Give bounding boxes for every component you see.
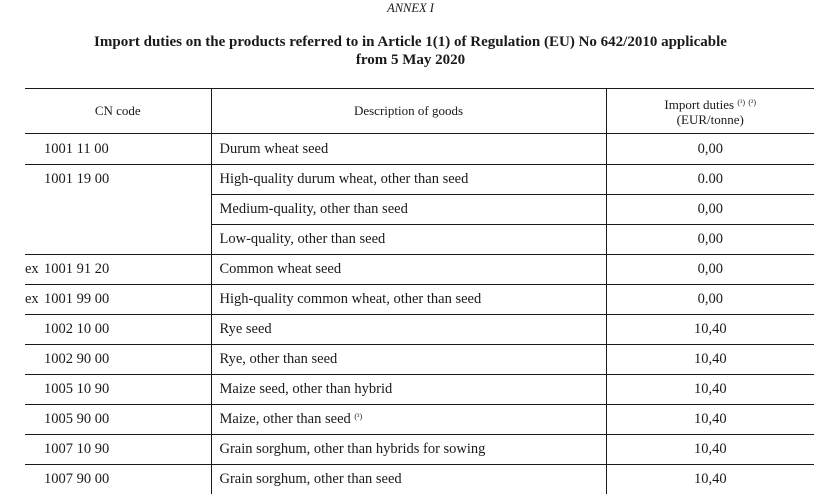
code-value: 1002 90 00 (44, 351, 110, 367)
description-cell (211, 225, 606, 255)
code-value: 1007 10 90 (44, 441, 110, 457)
description-text: Low-quality, other than seed (219, 231, 386, 247)
footnote-marker: (³) (354, 412, 363, 421)
table-row (25, 165, 814, 195)
description-text: Grain sorghum, other than seed (219, 471, 402, 487)
code-value: 1001 99 00 (44, 291, 110, 307)
description-cell (211, 465, 606, 495)
code-value: 1005 90 00 (44, 411, 110, 427)
header-duty-label: Import duties (664, 97, 735, 112)
code-value: 1001 19 00 (44, 171, 110, 188)
header-cn-code: CN code (25, 89, 211, 134)
table-row (25, 134, 814, 165)
duty-cell: 10,40 (606, 465, 814, 495)
description-cell (211, 165, 606, 195)
description-text: Common wheat seed (219, 261, 342, 277)
cn-code-cell (25, 285, 211, 315)
description-cell (211, 255, 606, 285)
duty-cell: 0.00 (606, 165, 814, 195)
table-row (25, 375, 814, 405)
table-header-row (25, 89, 814, 134)
cn-code-cell (25, 255, 211, 285)
description-cell (211, 315, 606, 345)
description-text: Rye, other than seed (219, 351, 338, 367)
header-footnote-2: (²) (748, 98, 757, 107)
cn-code-cell (25, 375, 211, 405)
description-cell (211, 435, 606, 465)
table-row (25, 405, 814, 435)
document-title (0, 33, 821, 69)
header-footnote-1: (¹) (737, 98, 746, 107)
cn-code-cell (25, 195, 211, 225)
description-cell (211, 405, 606, 435)
cn-code-cell (25, 225, 211, 255)
duty-cell: 10,40 (606, 375, 814, 405)
cn-code-cell (25, 405, 211, 435)
table-row (25, 315, 814, 345)
header-duty-unit: (EUR/tonne) (676, 112, 744, 127)
description-text: Maize seed, other than hybrid (219, 381, 393, 397)
description-text: High-quality common wheat, other than seed (219, 291, 482, 307)
table-row (25, 285, 814, 315)
code-value: 1001 91 20 (44, 261, 110, 277)
table-row (25, 195, 814, 225)
duty-cell: 0,00 (606, 225, 814, 255)
description-cell (211, 195, 606, 225)
description-text: High-quality durum wheat, other than seed (219, 171, 469, 187)
cn-code-cell (25, 165, 211, 195)
duty-cell: 10,40 (606, 315, 814, 345)
description-text: Durum wheat seed (219, 140, 329, 157)
table-row (25, 465, 814, 495)
cn-code-cell (25, 435, 211, 465)
description-cell (211, 285, 606, 315)
cn-code-cell (25, 345, 211, 375)
table-row (25, 435, 814, 465)
description-cell (211, 345, 606, 375)
code-prefix: ex (25, 261, 39, 277)
duty-cell: 10,40 (606, 405, 814, 435)
description-cell (211, 375, 606, 405)
import-duties-table (25, 88, 814, 494)
duty-cell: 0,00 (606, 134, 814, 165)
code-value: 1002 10 00 (44, 321, 110, 337)
code-value: 1007 90 00 (44, 471, 110, 487)
code-value: 1005 10 90 (44, 381, 110, 397)
header-import-duties (606, 89, 814, 134)
description-text: Grain sorghum, other than hybrids for sowing (219, 441, 486, 457)
duty-cell: 0,00 (606, 195, 814, 225)
code-value: 1001 11 00 (44, 140, 109, 157)
duty-cell: 0,00 (606, 255, 814, 285)
table-row (25, 255, 814, 285)
description-text: Medium-quality, other than seed (219, 201, 408, 217)
header-description: Description of goods (211, 89, 606, 134)
cn-code-cell (25, 315, 211, 345)
code-prefix: ex (25, 291, 39, 307)
table-row (25, 345, 814, 375)
description-text: Rye seed (219, 321, 272, 337)
cn-code-cell (25, 134, 211, 165)
table-row (25, 225, 814, 255)
cn-code-cell (25, 465, 211, 495)
duty-cell: 10,40 (606, 435, 814, 465)
annex-label: ANNEX I (387, 1, 434, 15)
duty-cell: 0,00 (606, 285, 814, 315)
description-cell (211, 134, 606, 165)
title-line-2: from 5 May 2020 (355, 52, 466, 68)
title-line-1: Import duties on the products referred to in Article 1(1) of Regulation (EU) No 642/2010 applicable (94, 34, 727, 50)
description-text: Maize, other than seed (219, 411, 351, 427)
duty-cell: 10,40 (606, 345, 814, 375)
